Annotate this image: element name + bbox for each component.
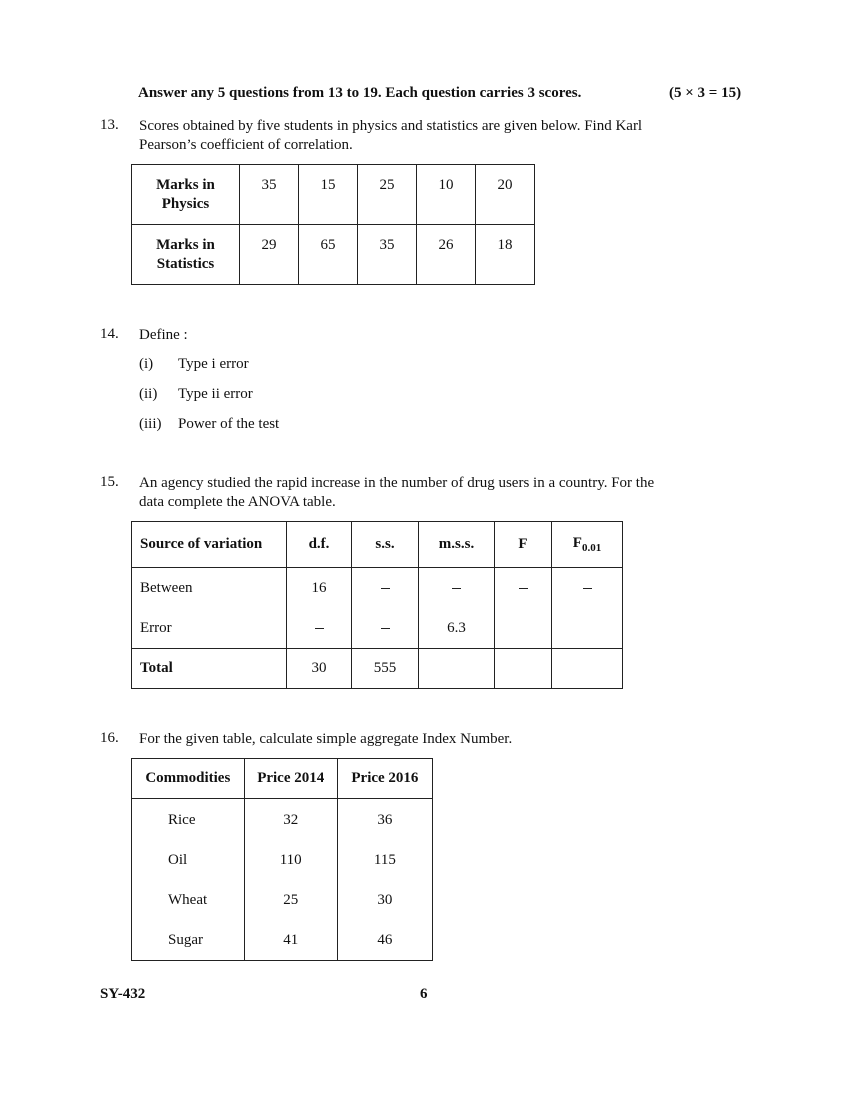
table-row: 30 bbox=[377, 892, 393, 908]
q14-item-text: Power of the test bbox=[178, 416, 280, 432]
df-cell bbox=[287, 568, 352, 649]
total-row bbox=[132, 649, 623, 689]
table-row: 36 bbox=[377, 812, 393, 828]
mss-cell bbox=[419, 568, 495, 649]
between-label: Between bbox=[140, 580, 193, 596]
table-cell: 26 bbox=[417, 225, 476, 285]
total-fcrit-empty bbox=[552, 649, 623, 689]
page-number: 6 bbox=[420, 986, 428, 1002]
q16-table bbox=[131, 758, 433, 961]
error-label: Error bbox=[140, 620, 172, 636]
q14-item-label: (iii) bbox=[139, 416, 162, 432]
fcrit-cell bbox=[552, 568, 623, 649]
q13-row-label: Marks in Statistics bbox=[132, 225, 240, 285]
q13-row-statistics bbox=[132, 225, 535, 285]
q13-number: 13. bbox=[100, 117, 119, 133]
table-row: 41 bbox=[283, 932, 299, 948]
table-row: 46 bbox=[377, 932, 393, 948]
header-price-2016: Price 2016 bbox=[337, 759, 432, 799]
q14-item-text: Type ii error bbox=[178, 386, 253, 402]
table-row: Wheat bbox=[168, 892, 208, 908]
q15-body-rows bbox=[132, 568, 623, 649]
table-cell: 35 bbox=[240, 165, 299, 225]
q16-text: For the given table, calculate simple aggregate Index Number. bbox=[139, 731, 513, 747]
header-f: F bbox=[495, 522, 552, 568]
price-2014-cell bbox=[244, 799, 337, 961]
total-df: 30 bbox=[287, 649, 352, 689]
table-row: 25 bbox=[283, 892, 299, 908]
table-row: Rice bbox=[168, 812, 196, 828]
section-marks: (5 × 3 = 15) bbox=[669, 85, 742, 101]
table-header-row bbox=[132, 522, 623, 568]
between-fcrit-blank bbox=[552, 568, 622, 608]
table-cell: 35 bbox=[358, 225, 417, 285]
commodity-cell bbox=[132, 799, 245, 961]
table-cell: 10 bbox=[417, 165, 476, 225]
table-cell: 25 bbox=[358, 165, 417, 225]
between-f-blank bbox=[495, 568, 551, 608]
error-df-blank bbox=[287, 608, 351, 648]
total-ss: 555 bbox=[352, 649, 419, 689]
header-source: Source of variation bbox=[132, 522, 287, 568]
price-2016-cell bbox=[337, 799, 432, 961]
q15-text bbox=[139, 474, 654, 512]
header-price-2014: Price 2014 bbox=[244, 759, 337, 799]
q13-row-label: Marks in Physics bbox=[132, 165, 240, 225]
footer-code: SY-432 bbox=[100, 986, 146, 1002]
q13-table bbox=[131, 164, 535, 285]
total-label: Total bbox=[132, 649, 287, 689]
q13-text bbox=[139, 117, 642, 155]
total-mss-empty bbox=[419, 649, 495, 689]
table-row: Sugar bbox=[168, 932, 203, 948]
section-instruction: Answer any 5 questions from 13 to 19. Each question carries 3 scores. bbox=[138, 85, 582, 101]
table-cell: 15 bbox=[299, 165, 358, 225]
header-mss: m.s.s. bbox=[419, 522, 495, 568]
header-commodities: Commodities bbox=[132, 759, 245, 799]
header-fcrit: $F_{0.01}$ bbox=[552, 522, 623, 568]
between-df: 16 bbox=[311, 580, 327, 596]
q14-item-label: (i) bbox=[139, 356, 154, 372]
total-f-empty bbox=[495, 649, 552, 689]
header-ss: s.s. bbox=[352, 522, 419, 568]
q14-text: Define : bbox=[139, 327, 188, 343]
table-row: Oil bbox=[168, 852, 188, 868]
error-ss-blank bbox=[352, 608, 418, 648]
q13-row-physics bbox=[132, 165, 535, 225]
error-mss: 6.3 bbox=[447, 620, 466, 636]
q16-number: 16. bbox=[100, 730, 119, 746]
q15-text-line2: data complete the ANOVA table. bbox=[139, 494, 336, 510]
ss-cell bbox=[352, 568, 419, 649]
table-header-row bbox=[132, 759, 433, 799]
header-df: d.f. bbox=[287, 522, 352, 568]
source-cell bbox=[132, 568, 287, 649]
q16-body-rows bbox=[132, 799, 433, 961]
f-cell bbox=[495, 568, 552, 649]
table-row: 110 bbox=[279, 852, 302, 868]
q13-text-line2: Pearson’s coefficient of correlation. bbox=[139, 137, 353, 153]
q15-number: 15. bbox=[100, 474, 119, 490]
table-cell: 18 bbox=[476, 225, 535, 285]
between-ss-blank bbox=[352, 568, 418, 608]
q14-number: 14. bbox=[100, 326, 119, 342]
table-cell: 20 bbox=[476, 165, 535, 225]
q14-item-text: Type i error bbox=[178, 356, 249, 372]
q13-text-line1: Scores obtained by five students in physics and statistics are given below. Find Karl bbox=[139, 118, 643, 134]
q14-item-label: (ii) bbox=[139, 386, 158, 402]
table-row: 32 bbox=[283, 812, 299, 828]
q15-anova-table bbox=[131, 521, 623, 689]
table-cell: 65 bbox=[299, 225, 358, 285]
table-row: 115 bbox=[373, 852, 396, 868]
q15-text-line1: An agency studied the rapid increase in the number of drug users in a country. For the bbox=[139, 475, 655, 491]
between-mss-blank bbox=[419, 568, 494, 608]
table-cell: 29 bbox=[240, 225, 299, 285]
